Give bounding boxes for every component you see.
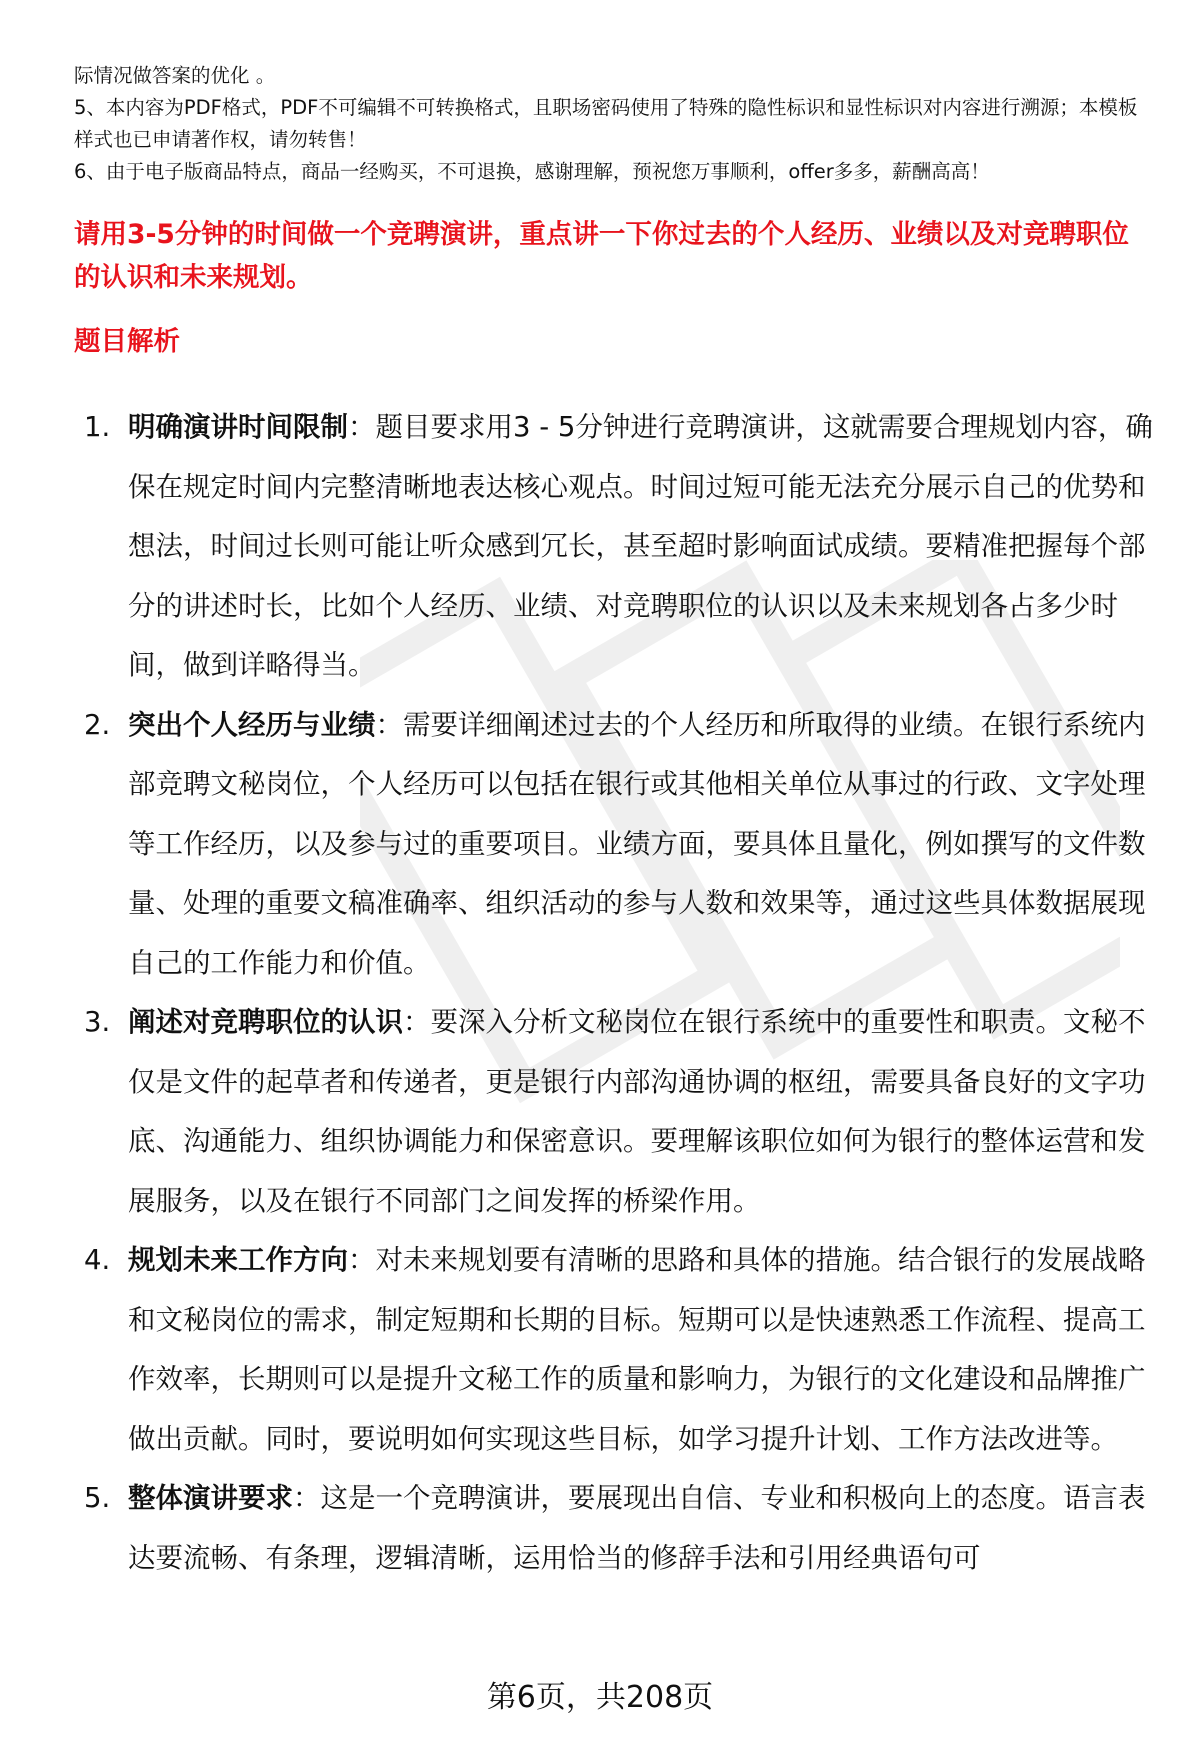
item-separator: ： [375,708,403,741]
item-title: 规划未来工作方向 [128,1244,348,1276]
item-separator: ： [293,1482,321,1514]
analysis-list [74,398,1154,1588]
item-title: 阐述对竞聘职位的认识 [128,1006,403,1038]
item-text: 需要详细阐述过去的个人经历和所取得的业绩。在银行系统内部竞聘文秘岗位，个人经历可以包括在银行或其他相关单位从事过的行政、文字处理等工作经历，以及参与过的重要项目。业绩方面，要具体且量化，例如撰写的文件数量、处理的重要文稿准确率、组织活动的参与人数和效果等，通过这些具体数据展现自己的工作能力和价值。 [128,708,1146,979]
intro-line: 际情况做答案的优化 。 [74,64,276,87]
section-title: 题目解析 [74,326,180,357]
item-number: 5. [84,1482,111,1514]
intro-notes [74,60,1154,188]
analysis-item [74,1231,1154,1469]
item-separator: ： [348,411,376,443]
page-number: 第6页，共208页 [486,1680,714,1715]
item-title: 明确演讲时间限制 [128,411,348,443]
analysis-item [74,696,1154,994]
intro-line: 5、本内容为PDF格式，PDF不可编辑不可转换格式，且职场密码使用了特殊的隐性标识和显性标识对内容进行溯源；本模板样式也已申请著作权，请勿转售！ [74,96,1138,151]
item-text: 要深入分析文秘岗位在银行系统中的重要性和职责。文秘不仅是文件的起草者和传递者，更是银行内部沟通协调的枢纽，需要具备良好的文字功底、沟通能力、组织协调能力和保密意识。要理解该职位如何为银行的整体运营和发展服务，以及在银行不同部门之间发挥的桥梁作用。 [128,1006,1146,1217]
intro-line: 6、由于电子版商品特点，商品一经购买，不可退换，感谢理解，预祝您万事顺利，offer多多，薪酬高高！ [74,160,990,183]
item-number: 1. [84,411,111,443]
item-title: 突出个人经历与业绩 [128,708,376,741]
item-separator: ： [348,1244,376,1276]
item-number: 2. [84,708,111,741]
item-separator: ： [403,1006,431,1038]
analysis-item [74,398,1154,696]
analysis-item [74,993,1154,1231]
item-number: 4. [84,1244,111,1276]
item-title: 整体演讲要求 [128,1482,293,1514]
item-text: 对未来规划要有清晰的思路和具体的措施。结合银行的发展战略和文秘岗位的需求，制定短期和长期的目标。短期可以是快速熟悉工作流程、提高工作效率，长期则可以是提升文秘工作的质量和影响力，为银行的文化建设和品牌推广做出贡献。同时，要说明如何实现这些目标，如学习提升计划、工作方法改进等。 [128,1244,1146,1455]
item-text: 题目要求用3 - 5分钟进行竞聘演讲，这就需要合理规划内容，确保在规定时间内完整清晰地表达核心观点。时间过短可能无法充分展示自己的优势和想法，时间过长则可能让听众感到冗长，甚至超时影响面试成绩。要精准把握每个部分的讲述时长，比如个人经历、业绩、对竞聘职位的认识以及未来规划各占多少时间，做到详略得当。 [128,411,1153,681]
question-heading: 请用3-5分钟的时间做一个竞聘演讲，重点讲一下你过去的个人经历、业绩以及对竞聘职位的认识和未来规划。 [74,219,1129,293]
item-number: 3. [84,1006,111,1038]
analysis-item [74,1469,1154,1588]
item-text: 这是一个竞聘演讲，要展现出自信、专业和积极向上的态度。语言表达要流畅、有条理，逻辑清晰，运用恰当的修辞手法和引用经典语句可 [128,1482,1146,1574]
